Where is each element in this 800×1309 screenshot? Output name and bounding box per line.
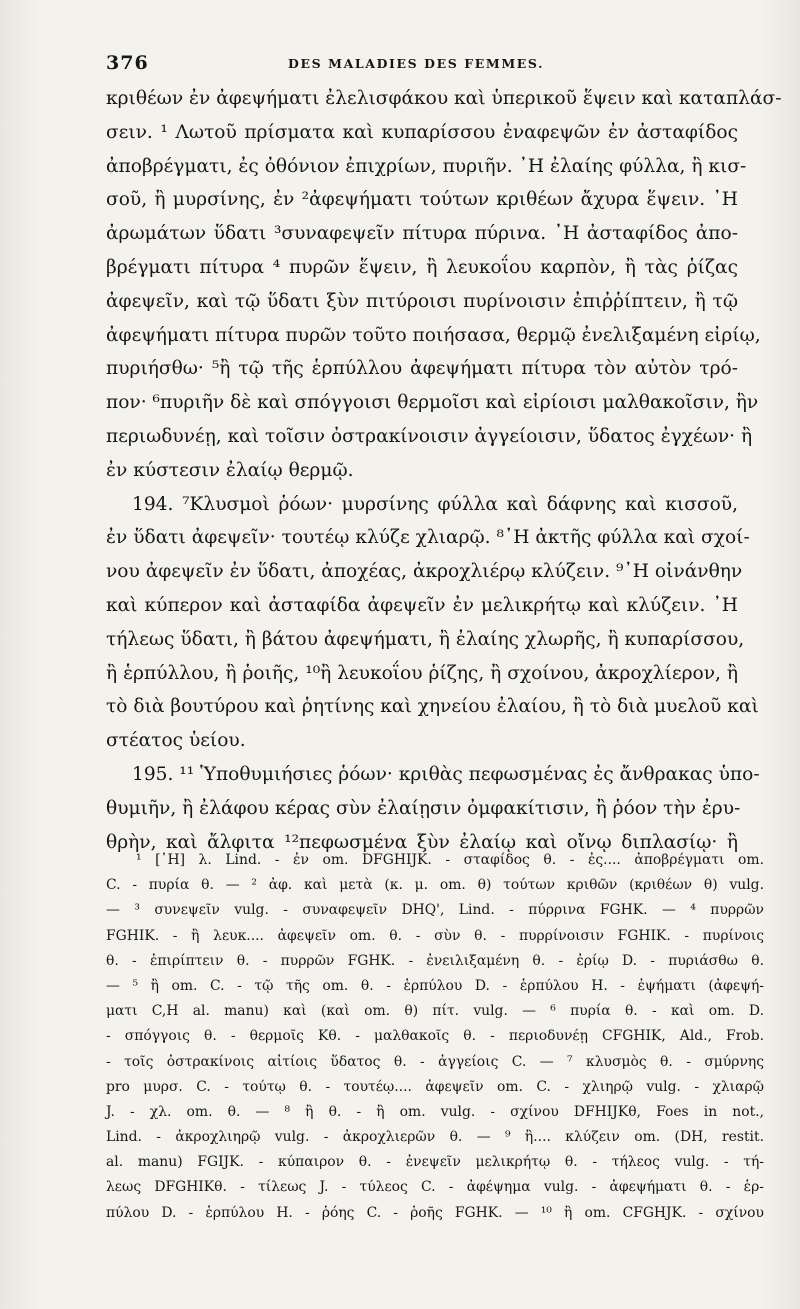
footnote-line: J. - χλ. om. θ. — ⁸ ἢ θ. - ἢ om. vulg. - σχίνου DFHIJKθ, Foes in not.,: [106, 1103, 764, 1120]
text-line: 194. ⁷Κλυσμοὶ ῥόων· μυρσίνης φύλλα καὶ δάφνης καὶ κισσοῦ,: [132, 493, 738, 515]
text-line: ἐν κύστεσιν ἐλαίῳ θερμῷ.: [106, 459, 354, 481]
footnote-line: pro μυρσ. C. - τούτῳ θ. - τουτέῳ.... ἀφεψεῖν om. C. - χλιηρῷ vulg. - χλιαρῷ: [106, 1078, 764, 1095]
text-line: βρέγματι πίτυρα ⁴ πυρῶν ἕψειν, ἢ λευκοΐου καρπὸν, ἢ τὰς ῥίζας: [106, 256, 738, 278]
text-line: θυμιῆν, ἢ ἐλάφου κέρας σὺν ἐλαίῃσιν ὀμφακίτισιν, ἢ ῥόον τὴν ἐρυ-: [106, 797, 741, 819]
footnote-line: πύλου D. - ἑρπύλου H. - ῥόης C. - ῥοῆς FGHK. — ¹⁰ ἢ om. CFGHJK. - σχίνου: [106, 1204, 764, 1221]
footnotes: [106, 848, 764, 1226]
footnote-line: λεως DFGHIKθ. - τίλεως J. - τύλεος C. - ἀφέψημα vulg. - ἀφεψήματι θ. - ἑρ-: [106, 1179, 764, 1196]
text-line: κριθέων ἐν ἀφεψήματι ἐλελισφάκου καὶ ὑπερικοῦ ἕψειν καὶ καταπλάσ-: [106, 88, 782, 109]
text-line: πον· ⁶πυριῆν δὲ καὶ σπόγγοισι θερμοῖσι καὶ εἰρίοισι μαλθακοῖσιν, ἢν: [106, 392, 759, 414]
text-line: θρὴν, καὶ ἄλφιτα ¹²πεφωσμένα ξὺν ἐλαίῳ καὶ οἴνῳ διπλασίῳ· ἢ: [106, 831, 738, 853]
text-line: ἀφεψεῖν, καὶ τῷ ὕδατι ξὺν πιτύροισι πυρίνοισιν ἐπιῤῥίπτειν, ἢ τῷ: [106, 290, 738, 312]
footnote-line: Lind. - ἀκροχλιηρῷ vulg. - ἀκροχλιερῶν θ. — ⁹ ἢ.... κλύζειν om. (DH, restit.: [106, 1129, 764, 1146]
footnote-line: ¹ [᾿Η] λ. Lind. - ἐν om. DFGHIJK. - σταφίδος θ. - ἐς.... ἀποβρέγματι om.: [136, 852, 764, 868]
text-line: νου ἀφεψεῖν ἐν ὕδατι, ἀποχέας, ἀκροχλιέρῳ κλύζειν. ⁹᾿Η οἰνάνθην: [106, 561, 743, 583]
footnote-line: al. manu) FGIJK. - κύπαιρον θ. - ἐνεψεῖν μελικρήτῳ θ. - τήλεος vulg. - τή-: [106, 1154, 764, 1171]
running-title: DES MALADIES DES FEMMES.: [288, 56, 545, 71]
footnote-line: — ³ συνεψεῖν vulg. - συναφεψεῖν DHQ', Lind. - πύρρινα FGHK. — ⁴ πυρρῶν: [106, 902, 764, 919]
page-number: 376: [106, 52, 149, 74]
text-line: σοῦ, ἢ μυρσίνης, ἐν ²ἀφεψήματι τούτων κριθέων ἄχυρα ἕψειν. ᾿Η: [106, 189, 738, 211]
text-line: 195. ¹¹ Ὑποθυμιήσιες ῥόων· κριθὰς πεφωσμένας ἐς ἄνθρακας ὑπο-: [132, 763, 760, 785]
footnote-line: - σπόγγοις θ. - θερμοῖς Kθ. - μαλθακοῖς θ. - περιοδυνέῃ CFGHIK, Ald., Frob.: [106, 1028, 764, 1045]
footnote-line: — ⁵ ἢ om. C. - τῷ τῆς om. θ. - ἑρπύλου D. - ἑρπύλου H. - ἐψήματι (ἀφεψή-: [106, 977, 764, 994]
main-text-body: [106, 82, 782, 859]
text-line: ἀποβρέγματι, ἐς ὀθόνιον ἐπιχρίων, πυριῆν. ᾿Η ἐλαίης φύλλα, ἢ κισ-: [106, 155, 747, 177]
text-line: ἀρωμάτων ὕδατι ³συναφεψεῖν πίτυρα πύρινα. ᾿Η ἀσταφίδος ἀπο-: [106, 223, 738, 245]
text-line: σειν. ¹ Λωτοῦ πρίσματα καὶ κυπαρίσσου ἐναφεψῶν ἐν ἀσταφίδος: [106, 121, 738, 143]
footnote-line: θ. - ἐπιρίπτειν θ. - πυρρῶν FGHK. - ἐνειλιξαμένη θ. - ἐρίῳ D. - πυριάσθω θ.: [106, 952, 764, 969]
running-head: [106, 52, 744, 82]
text-line: περιωδυνέῃ, καὶ τοῖσιν ὀστρακίνοισιν ἀγγείοισιν, ὕδατος ἐγχέων· ἢ: [106, 425, 753, 447]
text-line: στέατος ὑείου.: [106, 730, 246, 752]
text-line: ἀφεψήματι πίτυρα πυρῶν τοῦτο ποιήσασα, θερμῷ ἐνελιξαμένη εἰρίῳ,: [106, 324, 761, 346]
text-line: καὶ κύπερον καὶ ἀσταφίδα ἀφεψεῖν ἐν μελικρήτῳ καὶ κλύζειν. ᾿Η: [106, 594, 738, 616]
text-line: τήλεως ὕδατι, ἢ βάτου ἀφεψήματι, ἢ ἐλαίης χλωρῆς, ἢ κυπαρίσσου,: [106, 628, 745, 650]
footnote-line: C. - πυρία θ. — ² ἀφ. καὶ μετὰ (κ. μ. om. θ) τούτων κριθῶν (κριθέων θ) vulg.: [106, 877, 764, 894]
text-line: πυριήσθω· ⁵ἢ τῷ τῆς ἑρπύλλου ἀφεψήματι πίτυρα τὸν αὐτὸν τρό-: [106, 358, 738, 380]
text-line: ἐν ὕδατι ἀφεψεῖν· τουτέῳ κλύζε χλιαρῷ. ⁸᾿Η ἀκτῆς φύλλα καὶ σχοί-: [106, 527, 750, 549]
footnote-line: - τοῖς ὀστρακίνοις αἰτίοις ὕδατος θ. - ἀγγείοις C. — ⁷ κλυσμὸς θ. - σμύρνης: [106, 1053, 764, 1070]
footnote-line: FGHIK. - ἢ λευκ.... ἀφεψεῖν om. θ. - σὺν θ. - πυρρίνοισιν FGHIK. - πυρίνοις: [106, 927, 764, 944]
footnote-line: ματι C,H al. manu) καὶ (καὶ om. θ) πίτ. vulg. — ⁶ πυρία θ. - καὶ om. D.: [106, 1003, 764, 1020]
text-line: τὸ διὰ βουτύρου καὶ ῥητίνης καὶ χηνείου ἐλαίου, ἢ τὸ διὰ μυελοῦ καὶ: [106, 696, 759, 718]
text-line: ἢ ἑρπύλλου, ἢ ῥοιῆς, ¹⁰ἢ λευκοΐου ῥίζης, ἢ σχοίνου, ἀκροχλίερον, ἢ: [106, 662, 738, 684]
